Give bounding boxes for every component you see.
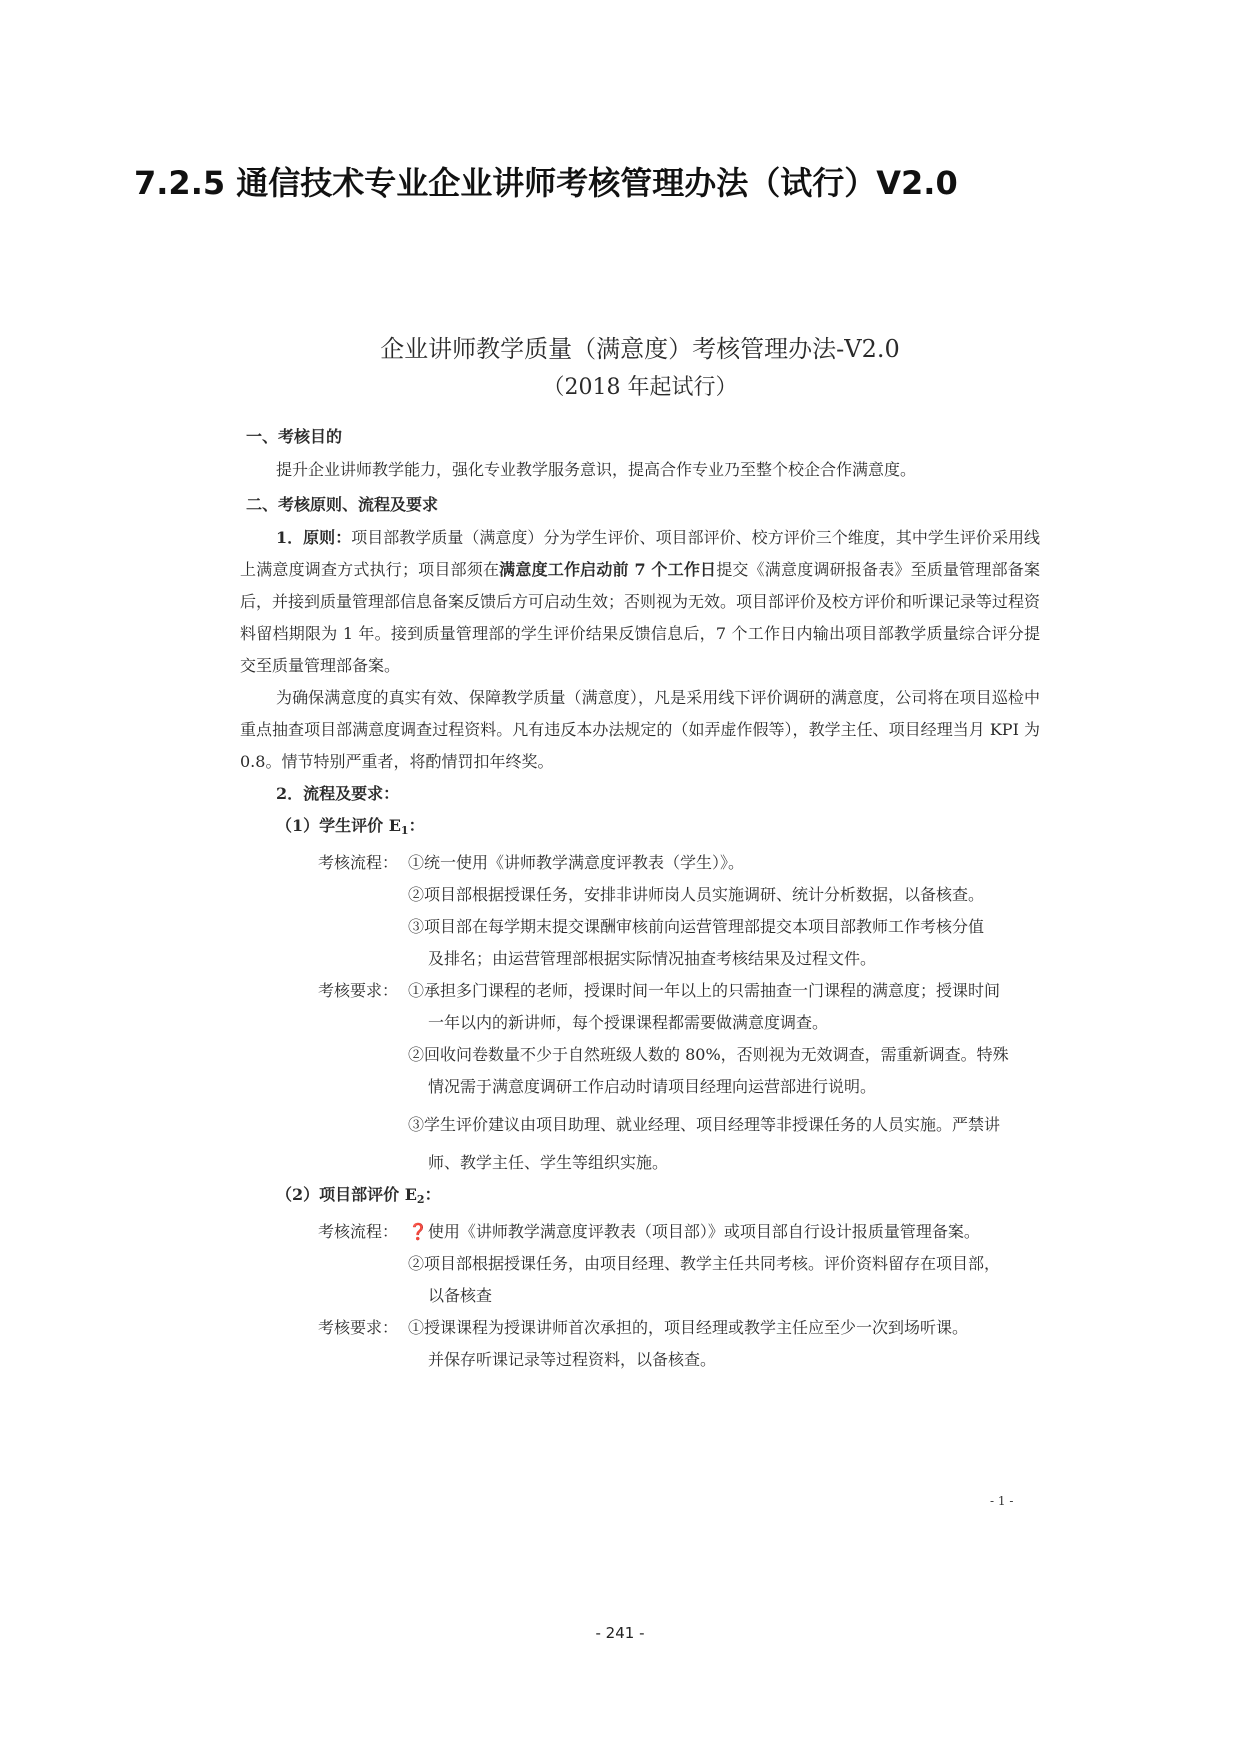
inner-page-number: - 1 - [990,1494,1014,1508]
paragraph-ensure: 为确保满意度的真实有效、保障教学质量（满意度），凡是采用线下评价调研的满意度，公司将在项目巡检中重点抽查项目部满意度调查过程资料。凡有违反本办法规定的（如弄虚作假等），教学主任、项目经理当月 KPI 为 0.8。情节特别严重者，将酌情罚扣年终奖。 [240,688,1040,771]
principle-text-a: 项目部教学质量（满意度）分为学生评价、项目部评价、校方评价三个维度，其中学生评价采用线上满意度调查方式执行；项目部须在 [240,528,1040,579]
flow-label: 考核流程： [318,853,399,872]
student-req-item-3: ③学生评价建议由项目助理、就业经理、项目经理等非授课任务的人员实施。严禁讲 [408,1115,1001,1134]
project-req-item-1: 考核要求： ①授课课程为授课讲师首次承担的，项目经理或教学主任应至少一次到场听课。 [240,1312,1040,1344]
student-flow-item-2: ②项目部根据授课任务，安排非讲师岗人员实施调研、统计分析数据，以备核查。 [408,885,985,904]
project-flow-item-2: ②项目部根据授课任务，由项目经理、教学主任共同考核。评价资料留存在项目部， [408,1254,1001,1273]
student-req-item-2-cont: 情况需于满意度调研工作启动时请项目经理向运营部进行说明。 [428,1077,877,1096]
project-req-item-1-cont: 并保存听课记录等过程资料，以备核查。 [428,1350,717,1369]
project-eval-heading: （2）项目部评价 $E_2$： [276,1185,441,1206]
principle-label: 1．原则： [276,528,352,547]
section-title: 7.2.5 通信技术专业企业讲师考核管理办法（试行）V2.0 [134,164,958,202]
principle-deadline: 满意度工作启动前 7 个工作日 [499,560,717,579]
document-subtitle: （2018 年起试行） [542,375,738,400]
student-req-item-3-cont: 师、教学主任、学生等组织实施。 [428,1153,669,1172]
document-title: 企业讲师教学质量（满意度）考核管理办法-V2.0 [380,335,900,363]
req-label: 考核要求： [318,1318,399,1337]
paragraph-principle [240,522,1040,682]
student-req-item-2: ②回收问卷数量不少于自然班级人数的 80%，否则视为无效调查，需重新调查。特殊 [408,1045,1009,1064]
heading-purpose: 一、考核目的 [246,427,343,446]
scanned-document [240,330,1040,1376]
flow-label: 考核流程： [318,1222,399,1241]
student-req-item-1-cont: 一年以内的新讲师，每个授课课程都需要做满意度调查。 [428,1013,829,1032]
student-flow-item-3: ③项目部在每学期末提交课酬审核前向运营管理部提交本项目部教师工作考核分值 [408,917,985,936]
student-req-item-1: 考核要求： ①承担多门课程的老师，授课时间一年以上的只需抽查一门课程的满意度；授课时间 [240,975,1040,1007]
principle-text-b: 提交《满意度调研报备表》至质量管理部备案后，并接到质量管理部信息备案反馈后方可启动生效；否则视为无效。项目部评价及校方评价和听课记录等过程资料留档期限为 1 年。接到质量管理部的学生评价结果反馈信息后，7 个工作日内输出项目部教学质量综合评分提交至质量管理部备案。 [240,560,1041,675]
project-flow-item-1: 考核流程： ❓使用《讲师教学满意度评教表（项目部）》或项目部自行设计报质量管理备案。 [240,1216,1040,1248]
paragraph-purpose: 提升企业讲师教学能力，强化专业教学服务意识，提高合作专业乃至整个校企合作满意度。 [276,460,917,479]
student-eval-heading: （1）学生评价 $E_1$： [276,816,425,837]
heading-principles: 二、考核原则、流程及要求 [246,495,439,514]
student-flow-item-3-cont: 及排名；由运营管理部根据实际情况抽查考核结果及过程文件。 [428,949,877,968]
student-flow-item-1: 考核流程： ①统一使用《讲师教学满意度评教表（学生）》。 [240,847,1040,879]
flow-heading: 2．流程及要求： [276,784,400,803]
outer-page-number: - 241 - [595,1624,645,1642]
req-label: 考核要求： [318,981,399,1000]
project-flow-item-2-cont: 以备核查 [428,1286,493,1305]
